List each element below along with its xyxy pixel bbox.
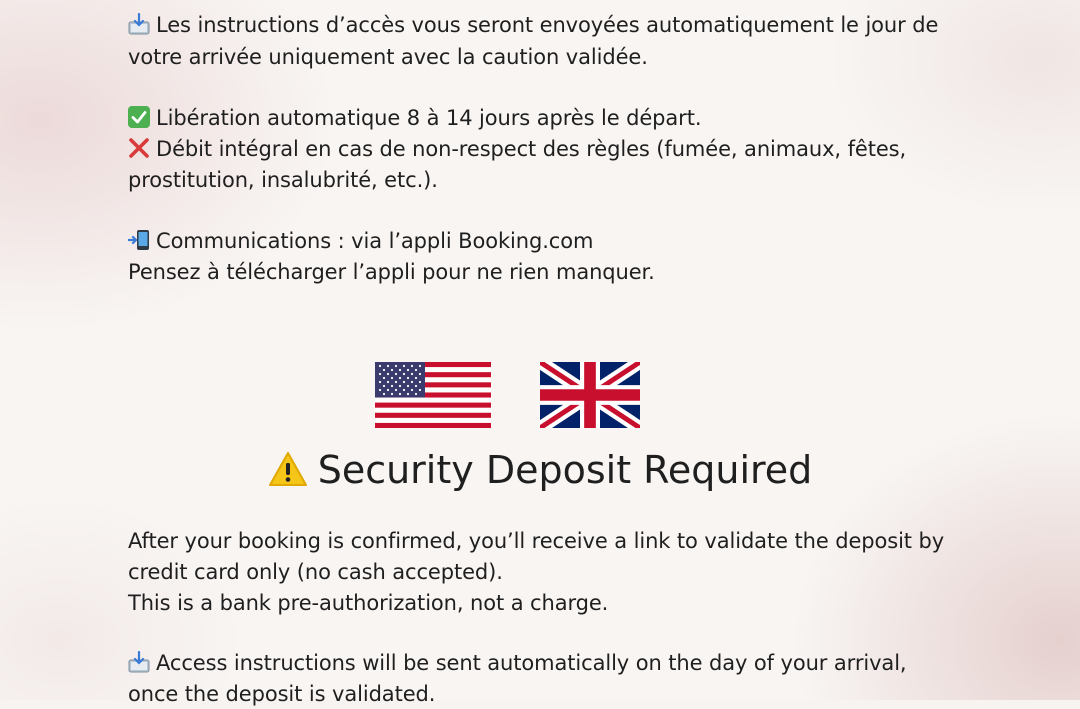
en-deposit-line-2: credit card only (no cash accepted).: [128, 560, 503, 584]
inbox-tray-icon: [128, 651, 150, 673]
fr-comm-line-1: [128, 226, 593, 256]
fr-access-text-1: Les instructions d’accès vous seront envoyées automatiquement le jour de: [156, 13, 939, 37]
warning-icon: [268, 451, 308, 487]
us-flag-icon: [375, 362, 491, 428]
fr-release-line: [128, 103, 701, 133]
fr-access-line-1: [128, 10, 938, 40]
cross-mark-icon: [128, 137, 150, 159]
en-access-line-2: once the deposit is validated.: [128, 682, 436, 706]
fr-access-line-2: votre arrivée uniquement avec la caution validée.: [128, 45, 648, 69]
language-flags: [0, 362, 1080, 430]
security-deposit-heading: [0, 444, 1080, 496]
fr-comm-text-1: Communications : via l’appli Booking.com: [156, 229, 594, 253]
en-deposit-line-3: This is a bank pre-authorization, not a charge.: [128, 591, 609, 615]
fr-debit-text-1: Débit intégral en cas de non-respect des règles (fumée, animaux, fêtes,: [156, 137, 907, 161]
inbox-tray-icon: [128, 13, 150, 35]
heading-text: Security Deposit Required: [317, 448, 813, 492]
fr-comm-line-2: Pensez à télécharger l’appli pour ne rien manquer.: [128, 260, 655, 284]
uk-flag-icon: [540, 362, 640, 428]
en-deposit-line-1: After your booking is confirmed, you’ll receive a link to validate the deposit by: [128, 529, 945, 553]
fr-debit-line-1: [128, 134, 906, 164]
check-mark-icon: [128, 106, 150, 128]
fr-debit-line-2: prostitution, insalubrité, etc.).: [128, 168, 438, 192]
fr-release-text: Libération automatique 8 à 14 jours après le départ.: [156, 106, 702, 130]
en-access-text-1: Access instructions will be sent automatically on the day of your arrival,: [156, 651, 907, 675]
mobile-phone-arrow-icon: [128, 229, 150, 251]
en-access-line-1: [128, 648, 907, 678]
